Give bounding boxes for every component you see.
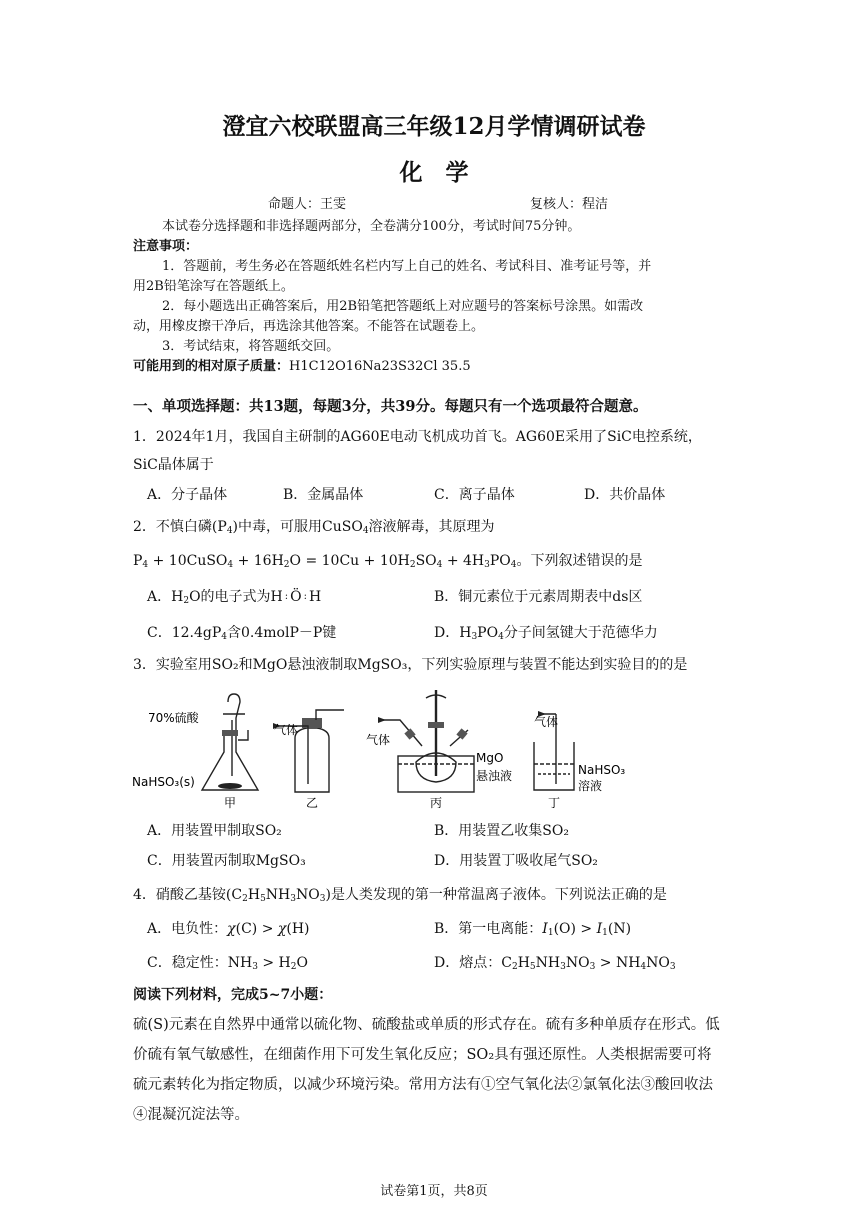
note-2b: 动，用橡皮擦干净后，再选涂其他答案。不能答在试题卷上。: [133, 319, 485, 334]
label-mgo: MgO: [476, 751, 504, 765]
q2-option-a: A．$H_2O$的电子式为H:Ö:H: [147, 589, 324, 606]
intro-text: 本试卷分选择题和非选择题两部分，全卷满分100分，考试时间75分钟。: [162, 219, 581, 234]
q2-a-post: O的电子式为: [189, 589, 271, 605]
atomic-mass-values: H1C12O16Na23S32Cl 35.5: [289, 359, 471, 374]
q1-stem-a: 1．2024年1月，我国自主研制的AG60E电动飞机成功首飞。AG60E采用了SiC电控系统，: [133, 429, 702, 445]
q2-d-pre: D．H: [434, 625, 472, 641]
q4-c-pre: C．稳定性：: [147, 955, 228, 971]
author: 命题人：王雯: [268, 197, 347, 212]
caption-jia: 甲: [224, 796, 237, 810]
q4-b-pre: B．第一电离能：: [434, 921, 543, 937]
caption-bing: 丙: [430, 796, 443, 810]
q4-stem-pre: 4．硝酸乙基铵: [133, 887, 226, 903]
q1-option-a: A．分子晶体: [147, 487, 228, 503]
caption-ding: 丁: [548, 796, 561, 810]
note-2a: 2．每小题选出正确答案后，用2B铅笔把答题纸上对应题号的答案标号涂黑。如需改: [162, 299, 644, 314]
notes-heading: 注意事项：: [133, 239, 199, 254]
q2-c-post: 含0.4molP－P键: [227, 625, 337, 641]
q4-option-b: B．第一电离能：$I_1(O) > I_1(N)$: [434, 921, 632, 938]
q4-option-a: A．电负性：χ(C) > χ(H): [147, 921, 310, 937]
q2-stem-post: 溶液解毒，其原理为: [368, 519, 495, 535]
q3-stem: 3．实验室用SO₂和MgO悬浊液制取MgSO₃，下列实验原理与装置不能达到实验目的的是: [133, 657, 688, 673]
reading-heading: 阅读下列材料，完成5~7小题：: [133, 987, 333, 1003]
reading-line-2: 价硫有氧气敏感性，在细菌作用下可发生氧化反应；SO₂具有强还原性。人类根据需要可将: [133, 1047, 712, 1063]
q4-a-pre: A．电负性：: [147, 921, 228, 937]
q4-option-d: D．熔点：$C_2H_5NH_3NO_3 > NH_4NO_3$: [434, 955, 676, 972]
q1-option-b: B．金属晶体: [283, 487, 364, 503]
q4-option-c: C．稳定性：$NH_3 > H_2O$: [147, 955, 308, 972]
caption-yi: 乙: [306, 796, 319, 810]
exam-title: 澄宜六校联盟高三年级12月学情调研试卷: [222, 113, 646, 140]
q2-option-b: B．铜元素位于元素周期表中ds区: [434, 589, 643, 605]
q4-stem: 4．硝酸乙基铵$(C_2H_5NH_3NO_3)$是人类发现的第一种常温离子液体。下列说法正确的是: [133, 887, 667, 904]
q1-stem-b: SiC晶体属于: [133, 457, 214, 473]
atomic-mass-label: 可能用到的相对原子质量：: [133, 359, 290, 374]
water-electron-formula: H:Ö:H: [270, 589, 324, 605]
reading-line-1: 硫(S)元素在自然界中通常以硫化物、硫酸盐或单质的形式存在。硫有多种单质存在形式。低: [133, 1017, 720, 1033]
label-gas-ding: 气体: [534, 715, 559, 729]
q1-option-d: D．共价晶体: [584, 487, 666, 503]
q4-stem-post: 是人类发现的第一种常温离子液体。下列说法正确的是: [330, 887, 667, 903]
q4-d-pre: D．熔点：: [434, 955, 502, 971]
reading-line-3: 硫元素转化为指定物质，以减少环境污染。常用方法有①空气氧化法②氯氧化法③酸回收法: [133, 1077, 713, 1093]
section-heading: 一、单项选择题：共13题，每题3分，共39分。每题只有一个选项最符合题意。: [133, 398, 648, 415]
q2-stem-mid: 中毒，可服用CuSO: [238, 519, 363, 535]
q2-option-d: D．$H_3PO_4$分子间氢键大于范德华力: [434, 625, 658, 642]
reading-line-4: ④混凝沉淀法等。: [133, 1107, 249, 1123]
atomic-mass-line: [133, 358, 471, 376]
q1-option-c: C．离子晶体: [434, 487, 515, 503]
q2-option-c: C．$12.4gP_4$含0.4molP－P键: [147, 625, 337, 642]
q2-stem-pre: 2．不慎白磷: [133, 519, 212, 535]
q2-d-tail: 分子间氢键大于范德华力: [503, 625, 658, 641]
label-nahso3-solid: NaHSO₃(s): [132, 775, 195, 789]
note-1a: 1．答题前，考生务必在答题纸姓名栏内写上自己的姓名、考试科目、准考证号等，并: [162, 259, 652, 274]
q2-equation: $P_4$ + 10CuSO$_4$ + $16H_2O = 10Cu + 10H_2SO_4 + 4H_3PO_4$。下列叙述错误的是: [133, 553, 643, 570]
q2-a-pre: A．H: [147, 589, 184, 605]
subject-title: 化 学: [399, 159, 469, 186]
label-mgo-suspension: 悬浊液: [476, 769, 513, 783]
label-nahso3-sol: NaHSO₃: [578, 763, 626, 777]
q3-option-a: A．用装置甲制取SO₂: [147, 823, 282, 839]
label-acid: 70%硫酸: [148, 711, 199, 725]
q3-option-d: D．用装置丁吸收尾气SO₂: [434, 853, 598, 869]
q2-d-post: PO: [477, 625, 499, 641]
note-1b: 用2B铅笔涂写在答题纸上。: [133, 279, 294, 294]
note-3: 3．考试结束，将答题纸交回。: [162, 339, 340, 354]
q3-option-c: C．用装置丙制取MgSO₃: [147, 853, 306, 869]
reviewer: 复核人：程洁: [530, 197, 609, 212]
label-gas-yi: 气体: [274, 723, 299, 737]
page-footer: 试卷第1页，共8页: [380, 1184, 488, 1199]
q2-stem: 2．不慎白磷$(P_4)$中毒，可服用CuSO$_4$溶液解毒，其原理为: [133, 519, 495, 536]
q2-c-pre: C．12.4gP: [147, 625, 222, 641]
q2-equation-tail: 。下列叙述错误的是: [516, 553, 643, 569]
label-gas-bing: 气体: [366, 733, 391, 747]
q3-apparatus-figure: [130, 690, 670, 812]
label-solution: 溶液: [578, 779, 603, 793]
q3-option-b: B．用装置乙收集SO₂: [434, 823, 569, 839]
